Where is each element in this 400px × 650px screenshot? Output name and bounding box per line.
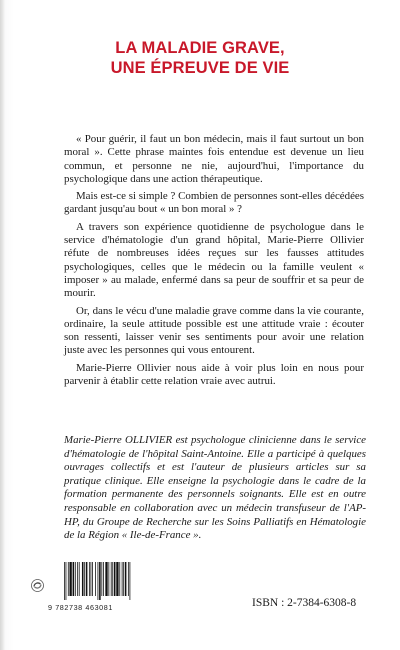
blurb-paragraph: Or, dans le vécu d'une maladie grave comme dans la vie courante, ordinaire, la seule attitude possible est une attitude vraie : écouter son ressenti, laisser venir ses sentiments pour avoir une relation juste avec les personnes qui vous entourent. [64, 304, 364, 357]
barcode-bar [112, 562, 113, 596]
author-bio [64, 434, 366, 543]
barcode-bar [119, 562, 120, 596]
barcode-bar [82, 562, 84, 596]
blurb-text [64, 133, 364, 392]
barcode-bar [130, 562, 131, 600]
barcode-bar [98, 562, 99, 600]
barcode-bar [101, 562, 102, 596]
barcode [62, 562, 160, 600]
barcode-bar [79, 562, 80, 596]
barcode-digits: 9 782738 463081 [48, 603, 113, 612]
blurb-paragraph: « Pour guérir, il faut un bon médecin, mais il faut surtout un bon moral ». Cette phrase maintes fois entendue est devenue un lieu commun, et personne ne nie, aujourd'hui, l'importance du psychologique dans une action thérapeutique. [64, 133, 364, 185]
barcode-bar [92, 562, 93, 596]
barcode-bar [125, 562, 127, 596]
recycle-logo-icon [31, 579, 44, 592]
barcode-bar [95, 562, 96, 596]
barcode-bar [128, 562, 129, 596]
barcode-bar [66, 562, 67, 600]
book-title [0, 38, 400, 78]
blurb-paragraph: A travers son expérience quotidienne de psychologue dans le service d'hématologie d'un grand hôpital, Marie-Pierre Ollivier réfute de nombreuses idées reçues sur les fausses attitudes psychologiques, celles que le médecin ou la famille veulent « imposer » au malade, enfermé dans sa peur de souffrir et sa peur de mourir. [64, 220, 364, 300]
barcode-bar [91, 562, 92, 596]
title-line-2: UNE ÉPREUVE DE VIE [110, 59, 290, 77]
barcode-bar [68, 562, 69, 596]
barcode-bar [64, 562, 65, 600]
barcode-bar [84, 562, 85, 596]
isbn-number: ISBN : 2-7384-6308-8 [252, 597, 357, 609]
barcode-bar [122, 562, 123, 596]
barcode-bar [86, 562, 88, 596]
barcode-bar [73, 562, 75, 596]
spine-shadow [0, 0, 5, 650]
barcode-bars [62, 562, 160, 600]
barcode-bar [123, 562, 124, 596]
barcode-bar [69, 562, 71, 596]
barcode-bar [75, 562, 76, 596]
title-line-1: LA MALADIE GRAVE, [115, 39, 285, 57]
barcode-bar [105, 562, 107, 596]
barcode-bar [89, 562, 90, 596]
barcode-bar [114, 562, 116, 596]
barcode-bar [111, 562, 112, 596]
barcode-bar [99, 562, 101, 600]
barcode-bar [77, 562, 78, 596]
barcode-bar [108, 562, 109, 596]
blurb-paragraph: Marie-Pierre Ollivier nous aide à voir plus loin en nous pour parvenir à établir cette relation vraie avec autrui. [64, 361, 364, 388]
blurb-paragraph: Mais est-ce si simple ? Combien de personnes sont-elles décédées gardant jusqu'au bout « un bon moral » ? [64, 190, 364, 216]
barcode-bar [103, 562, 104, 596]
author-bio-text: Marie-Pierre OLLIVIER est psychologue clinicienne dans le service d'hématologie de l'hôpital Saint-Antoine. Elle a participé à quelques ouvrages collectifs et est l'auteur de plusieurs articles sur sa pratique clinique. Elle enseigne la psychologie dans le cadre de la formation permanente des personnels soignants. Elle est en outre responsable en collaboration avec un médecin transfuseur de l'AP-HP, du Groupe de Recherche sur les Soins Palliatifs en Hématologie de la Région « Ile-de-France ». [64, 434, 366, 542]
barcode-bar [116, 562, 118, 596]
